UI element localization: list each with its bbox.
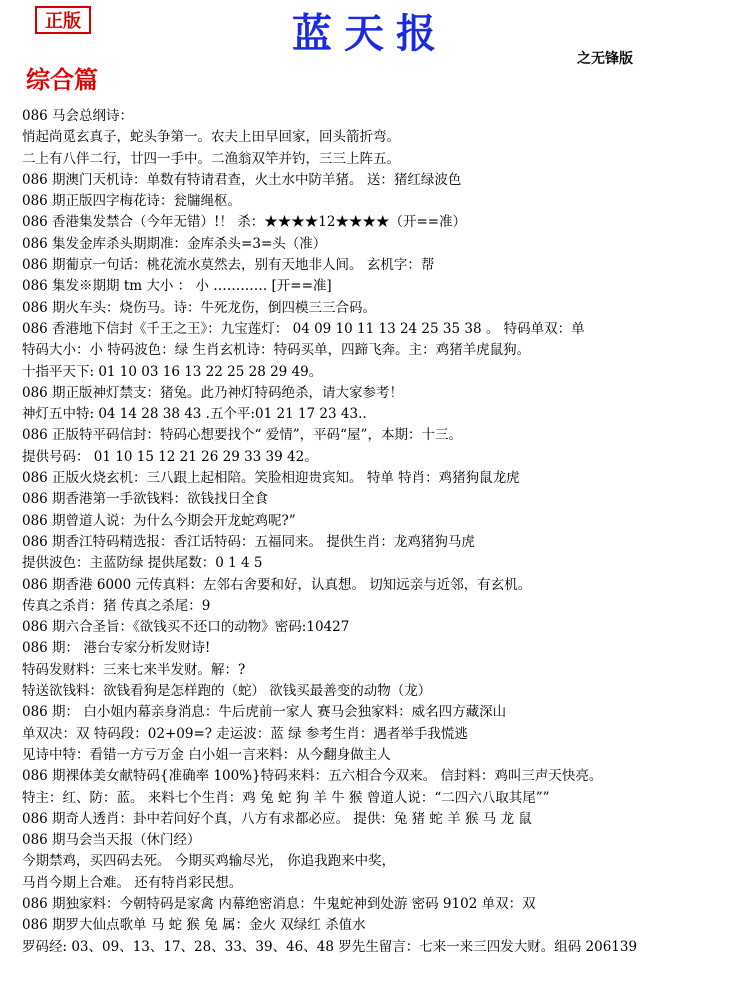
text-line: 今期禁鸡，买四码去死。 今期买鸡输尽光， 你追我跑来中奖， [22,853,396,870]
text-line: 086 正版特平码信封：特码心想要找个“ 爱情”，平码“屋”，本期：十三。 [22,427,462,444]
text-line: 086 期奇人透肖：卦中若问好个真，八方有求都必应。 提供：兔 猪 蛇 羊 猴 马 龙 鼠 [22,810,532,827]
edition-label: 之无锋版 [577,51,633,67]
text-line: 086 集发※期期 tm 大小 ： 小 ………… [开==准] [22,278,332,295]
text-line: 罗码经: 03、09、13、17、28、33、39、46、48 罗先生留言：七来一来三四发大财。组码 206139 [22,938,638,955]
text-line: 二上有八伴二行，廿四一手中。二渔翁双竿并钓，三三上阵五。 [22,150,400,167]
text-line: 特主：红、防：蓝。 来料七个生肖：鸡 兔 蛇 狗 羊 牛 猴 曾道人说：“二四六八取其尾”” [22,789,550,806]
text-line: 086 期： 白小姐内幕亲身消息：牛后虎前一家人 赛马会独家料：威名四方藏深山 [22,704,507,721]
text-line: 提供号码： 01 10 15 12 21 26 29 33 39 42。 [22,448,318,465]
text-line: 传真之杀肖：猪 传真之杀尾：9 [22,597,211,614]
text-line: 086 期正版神灯禁支：猪兔。此乃神灯特码绝杀，请大家参考！ [22,384,404,401]
text-line: 提供波色：主蓝防绿 提供尾数：0 1 4 5 [22,555,263,572]
text-line: 马肖今期上合难。 还有特肖彩民想。 [22,874,243,891]
text-line: 086 期正版四字梅花诗：瓮牖绳枢。 [22,193,242,210]
text-line: 见诗中特：看错一方亏万金 白小姐一言来料：从今翻身做主人 [22,746,391,763]
text-line: 神灯五中特: 04 14 28 38 43 .五个平:01 21 17 23 43.. [22,406,367,423]
text-line: 086 期澳门天机诗：单数有特请君查，火土水中防羊猪。 送：猪红绿波色 [22,171,462,188]
newspaper-title: 蓝天报 [292,10,448,57]
text-line: 086 期火车头：烧伤马。诗：牛死龙伤，倒四模三三合码。 [22,299,377,316]
text-line: 086 期独家料：今朝特码是家禽 内幕绝密消息：牛鬼蛇神到处游 密码 9102 单双：双 [22,895,536,912]
text-line: 086 香港地下信封《千王之王》：九宝莲灯： 04 09 10 11 13 24 25 35 38 。 特码单双：单 [22,320,585,337]
article-body [22,106,732,958]
genuine-badge: 正版 [35,6,91,34]
text-line: 086 香港集发禁合（今年无错）!！ 杀：★★★★12★★★★（开==准） [22,214,467,231]
text-line: 特码发财料：三来七来半发财。解：? [22,661,246,678]
text-line: 086 期： 港台专家分析发财诗! [22,640,211,657]
text-line: 086 期罗大仙点歌单 马 蛇 猴 兔 属：金火 双绿红 杀值水 [22,917,366,934]
text-line: 086 集发金库杀头期期准：金库杀头=3=头（准） [22,235,327,252]
text-line: 086 期马会当天报（休门经） [22,832,201,849]
text-line: 086 期香港 6000 元传真料：左邻右舍要和好，认真想。 切知远亲与近邻，有玄机。 [22,576,532,593]
text-line: 086 期香港第一手欲钱料：欲钱找日全食 [22,491,269,508]
text-line: 086 期葡京一句话：桃花流水莫然去，别有天地非人间。 玄机字：帮 [22,257,435,274]
text-line: 086 期六合圣旨：《欲钱买不还口的动物》密码:10427 [22,619,350,636]
text-line: 特送欲钱料：欲钱看狗是怎样跑的（蛇） 欲钱买最善变的动物（龙） [22,683,432,700]
text-line: 086 期香江特码精选报：香江话特码：五福同来。 提供生肖：龙鸡猪狗马虎 [22,533,475,550]
text-line: 单双决：双 特码段：02+09=? 走运波：蓝 绿 参考生肖：遇者举手我慌逃 [22,725,468,742]
text-line: 十指平天下: 01 10 03 16 13 22 25 28 29 49。 [22,363,323,380]
text-line: 086 正版火烧玄机：三八跟上起相陪。笑脸相迎贵宾知。 特单 特肖：鸡猪狗鼠龙虎 [22,470,520,487]
text-line: 特码大小：小 特码波色：绿 生肖玄机诗：特码买单，四蹄飞奔。主：鸡猪羊虎鼠狗。 [22,342,531,359]
text-line: 086 马会总纲诗： [22,108,134,124]
section-heading: 综合篇 [26,65,98,94]
text-line: 086 期曾道人说：为什么今期会开龙蛇鸡呢?” [22,512,296,529]
text-line: 086 期裸体美女献特码{准确率 100%}特码来料：五六相合今双来。 信封料：鸡叫三声天快亮。 [22,768,603,785]
text-line: 悄起尚觅玄真子，蛇头争第一。农夫上田早回家，回头箭折弯。 [22,129,400,146]
